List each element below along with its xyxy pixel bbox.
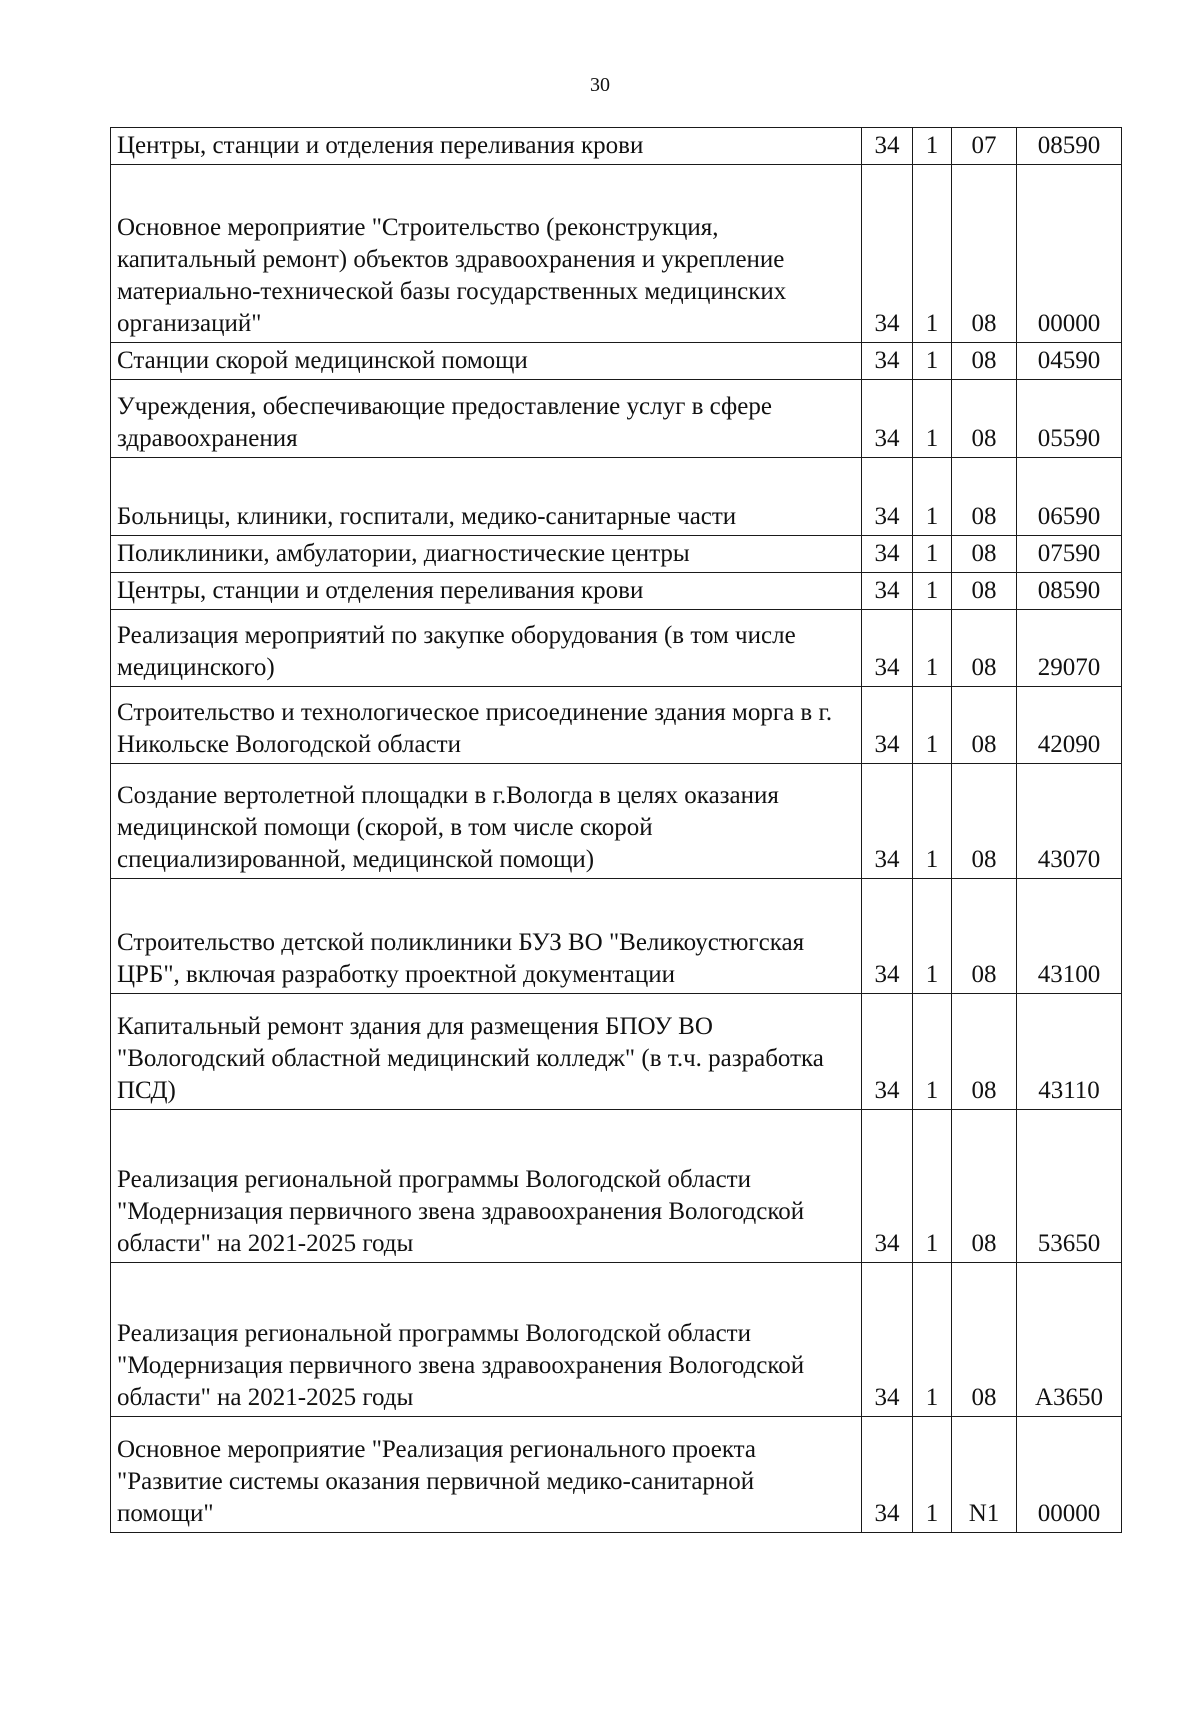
table-row bbox=[111, 380, 1122, 458]
row-name: Основное мероприятие "Строительство (реконструкция, капитальный ремонт) объектов здравоохранения и укрепление материально-технической базы государственных медицинских организаций" bbox=[111, 165, 862, 343]
row-code-2: 1 bbox=[913, 610, 952, 687]
row-code-2: 1 bbox=[913, 1110, 952, 1263]
row-code-3: 08 bbox=[952, 687, 1017, 764]
table-row bbox=[111, 1110, 1122, 1263]
row-code-2: 1 bbox=[913, 380, 952, 458]
table-row bbox=[111, 536, 1122, 573]
row-code-1: 34 bbox=[862, 879, 913, 994]
row-code-4: 08590 bbox=[1017, 128, 1122, 165]
row-code-3: 08 bbox=[952, 536, 1017, 573]
row-code-2: 1 bbox=[913, 458, 952, 536]
row-name: Основное мероприятие "Реализация регионального проекта "Развитие системы оказания первичной медико-санитарной помощи" bbox=[111, 1417, 862, 1533]
page-number: 30 bbox=[590, 74, 610, 96]
row-code-3: 08 bbox=[952, 764, 1017, 879]
row-code-2: 1 bbox=[913, 573, 952, 610]
budget-classification-table bbox=[110, 127, 1122, 1533]
row-code-1: 34 bbox=[862, 458, 913, 536]
row-code-3: 08 bbox=[952, 879, 1017, 994]
table-row bbox=[111, 165, 1122, 343]
table-row bbox=[111, 1263, 1122, 1417]
row-name: Реализация региональной программы Вологодской области "Модернизация первичного звена здравоохранения Вологодской области" на 2021-2025 годы bbox=[111, 1110, 862, 1263]
row-code-1: 34 bbox=[862, 573, 913, 610]
row-name: Учреждения, обеспечивающие предоставление услуг в сфере здравоохранения bbox=[111, 380, 862, 458]
row-code-2: 1 bbox=[913, 764, 952, 879]
row-code-4: 00000 bbox=[1017, 165, 1122, 343]
row-code-4: 08590 bbox=[1017, 573, 1122, 610]
row-code-2: 1 bbox=[913, 1417, 952, 1533]
row-code-2: 1 bbox=[913, 687, 952, 764]
row-name: Создание вертолетной площадки в г.Вологда в целях оказания медицинской помощи (скорой, в том числе скорой специализированной, медицинской помощи) bbox=[111, 764, 862, 879]
row-code-3: 08 bbox=[952, 610, 1017, 687]
row-code-2: 1 bbox=[913, 879, 952, 994]
row-code-1: 34 bbox=[862, 128, 913, 165]
row-code-4: 00000 bbox=[1017, 1417, 1122, 1533]
table-row bbox=[111, 764, 1122, 879]
row-code-4: 05590 bbox=[1017, 380, 1122, 458]
row-code-1: 34 bbox=[862, 343, 913, 380]
row-name: Центры, станции и отделения переливания крови bbox=[111, 573, 862, 610]
row-code-1: 34 bbox=[862, 1263, 913, 1417]
row-code-1: 34 bbox=[862, 1110, 913, 1263]
row-code-3: 08 bbox=[952, 380, 1017, 458]
row-code-3: 08 bbox=[952, 1263, 1017, 1417]
row-code-1: 34 bbox=[862, 165, 913, 343]
row-code-1: 34 bbox=[862, 536, 913, 573]
row-name: Строительство и технологическое присоединение здания морга в г. Никольске Вологодской области bbox=[111, 687, 862, 764]
row-code-3: 08 bbox=[952, 573, 1017, 610]
row-code-2: 1 bbox=[913, 1263, 952, 1417]
table-row bbox=[111, 343, 1122, 380]
row-code-1: 34 bbox=[862, 687, 913, 764]
row-code-1: 34 bbox=[862, 764, 913, 879]
row-name: Строительство детской поликлиники БУЗ ВО "Великоустюгская ЦРБ", включая разработку проектной документации bbox=[111, 879, 862, 994]
row-code-4: 29070 bbox=[1017, 610, 1122, 687]
row-code-4: 43100 bbox=[1017, 879, 1122, 994]
row-code-4: 43110 bbox=[1017, 994, 1122, 1110]
row-code-4: 43070 bbox=[1017, 764, 1122, 879]
row-code-3: 08 bbox=[952, 343, 1017, 380]
table-row bbox=[111, 458, 1122, 536]
row-code-3: 08 bbox=[952, 1110, 1017, 1263]
row-name: Поликлиники, амбулатории, диагностические центры bbox=[111, 536, 862, 573]
row-code-4: 42090 bbox=[1017, 687, 1122, 764]
row-code-1: 34 bbox=[862, 610, 913, 687]
table-row bbox=[111, 573, 1122, 610]
row-code-2: 1 bbox=[913, 994, 952, 1110]
row-name: Центры, станции и отделения переливания крови bbox=[111, 128, 862, 165]
row-code-3: 08 bbox=[952, 165, 1017, 343]
row-code-1: 34 bbox=[862, 380, 913, 458]
row-code-4: 07590 bbox=[1017, 536, 1122, 573]
row-code-1: 34 bbox=[862, 1417, 913, 1533]
row-name: Капитальный ремонт здания для размещения БПОУ ВО "Вологодский областной медицинский колледж" (в т.ч. разработка ПСД) bbox=[111, 994, 862, 1110]
row-code-4: 53650 bbox=[1017, 1110, 1122, 1263]
row-name: Больницы, клиники, госпитали, медико-санитарные части bbox=[111, 458, 862, 536]
row-code-3: 08 bbox=[952, 458, 1017, 536]
row-code-3: 08 bbox=[952, 994, 1017, 1110]
row-code-2: 1 bbox=[913, 343, 952, 380]
row-name: Реализация мероприятий по закупке оборудования (в том числе медицинского) bbox=[111, 610, 862, 687]
row-code-1: 34 bbox=[862, 994, 913, 1110]
row-code-3: 07 bbox=[952, 128, 1017, 165]
row-code-4: 06590 bbox=[1017, 458, 1122, 536]
row-code-3: N1 bbox=[952, 1417, 1017, 1533]
table-row bbox=[111, 610, 1122, 687]
row-name: Станции скорой медицинской помощи bbox=[111, 343, 862, 380]
row-code-2: 1 bbox=[913, 128, 952, 165]
table-row bbox=[111, 687, 1122, 764]
row-code-4: 04590 bbox=[1017, 343, 1122, 380]
table-row bbox=[111, 128, 1122, 165]
row-code-2: 1 bbox=[913, 165, 952, 343]
row-name: Реализация региональной программы Вологодской области "Модернизация первичного звена здравоохранения Вологодской области" на 2021-2025 годы bbox=[111, 1263, 862, 1417]
table-row bbox=[111, 994, 1122, 1110]
table-row bbox=[111, 1417, 1122, 1533]
row-code-4: А3650 bbox=[1017, 1263, 1122, 1417]
table-row bbox=[111, 879, 1122, 994]
row-code-2: 1 bbox=[913, 536, 952, 573]
